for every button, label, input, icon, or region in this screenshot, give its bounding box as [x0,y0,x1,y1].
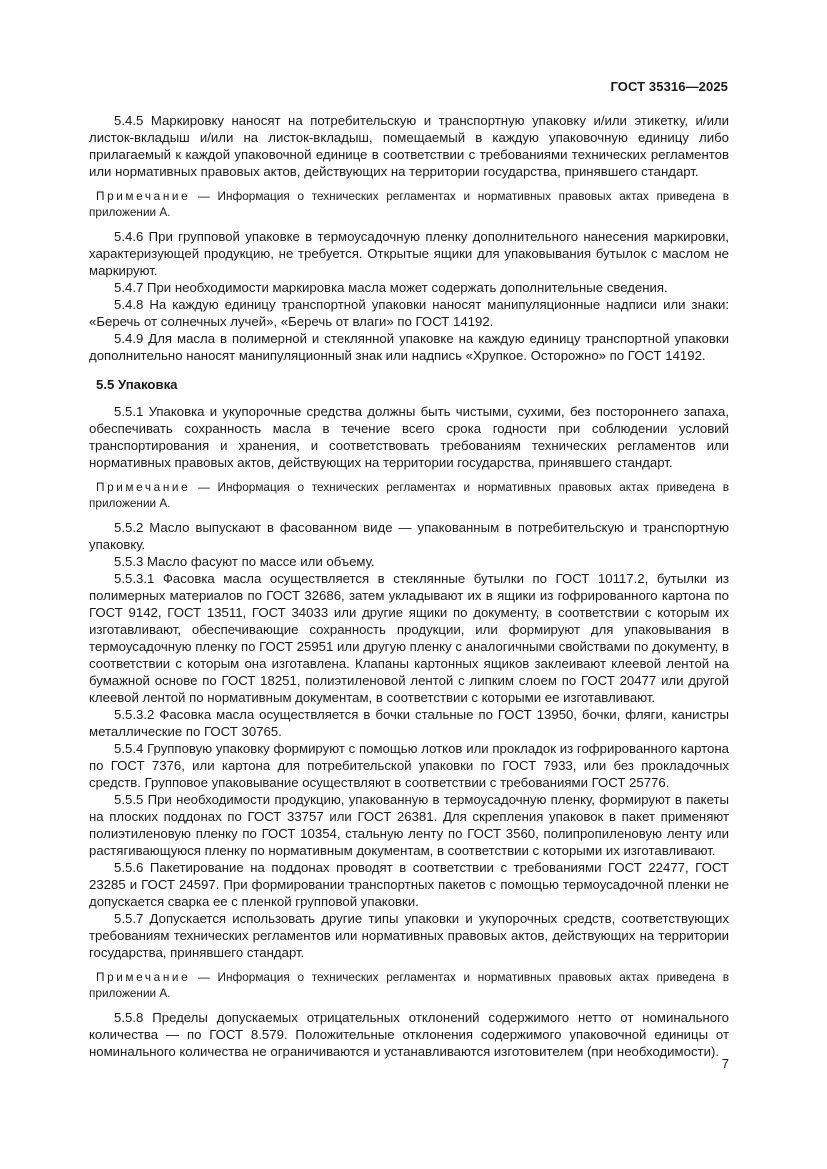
paragraph-5-5-5: 5.5.5 При необходимости продукцию, упакованную в термоусадочную пленку, формируют в пакеты на плоских поддонах по ГОСТ 33757 или ГОСТ 26381. Для скрепления упаковок в пакет применяют полиэтиленовую пленку по ГОСТ 10354, стальную ленту по ГОСТ 3560, полипропиленовую ленту или растягивающуюся пленку по нормативным документам, в соответствии с которыми их изготавливают. [89,792,729,858]
paragraph-5-5-8: 5.5.8 Пределы допускаемых отрицательных отклонений содержимого нетто от номинального количества — по ГОСТ 8.579. Положительные отклонения содержимого упаковочной единицы от номинального количества не ограничиваются и устанавливаются изготовителем (при необходимости). [89,1010,729,1059]
section-title-packaging: 5.5 Упаковка [96,377,178,392]
paragraph-5-4-8: 5.4.8 На каждую единицу транспортной упаковки наносят манипуляционные надписи или знаки: «Беречь от солнечных лучей», «Беречь от влаги» по ГОСТ 14192. [89,297,729,329]
note-text: — Информация о технических регламентах и нормативных правовых актах приведена в приложении А. [89,970,730,1000]
document-body [89,112,729,1060]
paragraph-5-4-7: 5.4.7 При необходимости маркировка масла может содержать дополнительные сведения. [114,280,668,295]
note-text: — Информация о технических регламентах и нормативных правовых актах приведена в приложении А. [89,480,730,510]
note-label: Примечание [96,970,191,984]
note [89,479,729,511]
paragraph-5-5-3: 5.5.3 Масло фасуют по массе или объему. [114,554,375,569]
paragraph-5-5-2: 5.5.2 Масло выпускают в фасованном виде — упакованным в потребительскую и транспортную упаковку. [89,520,729,552]
paragraph-5-5-7: 5.5.7 Допускается использовать другие типы упаковки и укупорочных средств, соответствующих требованиям технических регламентов или нормативных правовых актов, действующих на территории государства, принявшего стандарт. [89,911,729,960]
note [89,969,729,1001]
note-text: — Информация о технических регламентах и нормативных правовых актах приведена в приложении А. [89,189,730,219]
paragraph-5-4-9: 5.4.9 Для масла в полимерной и стеклянной упаковке на каждую единицу транспортной упаковки дополнительно наносят манипуляционный знак или надпись «Хрупкое. Осторожно» по ГОСТ 14192. [89,331,729,363]
paragraph-5-5-6: 5.5.6 Пакетирование на поддонах проводят в соответствии с требованиями ГОСТ 22477, ГОСТ 23285 и ГОСТ 24597. При формировании транспортных пакетов с помощью термоусадочной пленки не допускается сварка ее с пленкой групповой упаковки. [89,860,729,909]
paragraph-5-4-6: 5.4.6 При групповой упаковке в термоусадочную пленку дополнительного нанесения маркировки, характеризующей продукцию, не требуется. Открытые ящики для упаковывания бутылок с маслом не маркируют. [89,229,729,278]
note [89,188,729,220]
document-code-header: ГОСТ 35316—2025 [610,79,728,94]
paragraph-5-5-4: 5.5.4 Групповую упаковку формируют с помощью лотков или прокладок из гофрированного картона по ГОСТ 7376, или картона для потребительской упаковки по ГОСТ 7933, или без прокладочных средств. Групповое упаковывание осуществляют в соответствии с требованиями ГОСТ 25776. [89,741,729,790]
note-label: Примечание [96,189,191,203]
page-number: 7 [721,1056,729,1071]
note-label: Примечание [96,480,191,494]
paragraph-5-5-3-1: 5.5.3.1 Фасовка масла осуществляется в стеклянные бутылки по ГОСТ 10117.2, бутылки из полимерных материалов по ГОСТ 32686, затем укладывают их в ящики из гофрированного картона по ГОСТ 9142, ГОСТ 13511, ГОСТ 34033 или другие ящики по документу, в соответствии с которым их изготавливают, обеспечивающие сохранность продукции, или формируют для упаковывания в термоусадочную пленку по ГОСТ 25951 или другую пленку с аналогичными свойствами по документу, в соответствии с которым она изготавлена. Клапаны картонных ящиков заклеивают клеевой лентой на бумажной основе по ГОСТ 18251, полиэтиленовой лентой с липким слоем по ГОСТ 20477 или другой клеевой лентой по нормативным документам, в соответствии с которыми ее изготавливают. [89,571,729,705]
paragraph-5-5-1: 5.5.1 Упаковка и укупорочные средства должны быть чистыми, сухими, без постороннего запаха, обеспечивать сохранность масла в течение всего срока годности при соблюдении условий транспортирования и хранения, и соответствовать требованиям технических регламентов или нормативных правовых актов, действующих на территории государства, принявшего стандарт. [89,404,729,470]
paragraph-5-4-5: 5.4.5 Маркировку наносят на потребительскую и транспортную упаковку и/или этикетку, и/или листок-вкладыш и/или на листок-вкладыш, помещаемый в каждую упаковочную единицу либо прилагаемый к каждой упаковочной единице в соответствии с требованиями технических регламентов или нормативных правовых актов, действующих на территории государства, принявшего стандарт. [89,113,729,179]
paragraph-5-5-3-2: 5.5.3.2 Фасовка масла осуществляется в бочки стальные по ГОСТ 13950, бочки, фляги, канистры металлические по ГОСТ 30765. [89,707,729,739]
